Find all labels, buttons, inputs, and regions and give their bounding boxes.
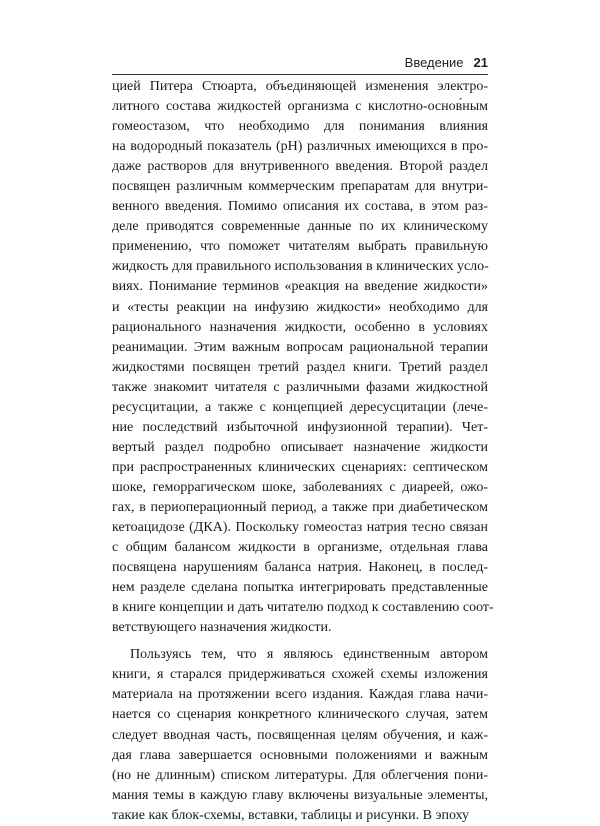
text-line: цией Питера Стюарта, объединяющей изменения электро- — [112, 79, 488, 94]
text-line: реанимации. Этим важным вопросам рациональной терапии — [112, 339, 488, 355]
header-rule — [112, 74, 488, 75]
text-line: жидкость для правильного использования в клинических усло- — [112, 259, 489, 275]
text-line: виях. Понимание терминов «реакция на введение жидкости» — [112, 279, 488, 295]
text-line: (но не длинным) списком литературы. Для облегчения пони- — [112, 767, 488, 783]
text-line: жидкостями посвящен третий раздел книги. Третий раздел — [112, 359, 488, 375]
paragraph-2 — [112, 645, 488, 825]
text-line: ветствующего назначения жидкости. — [112, 620, 332, 636]
text-line: дая глава завершается основными положениями и важным — [112, 747, 488, 763]
text-line: венного введения. Помимо описания их состава, в этом раз- — [112, 199, 488, 215]
text-line: ние последствий избыточной инфузионной терапии). Чет- — [112, 419, 488, 435]
text-line: на водородный показатель (pH) различных имеющихся в про- — [112, 139, 488, 155]
text-line: нается со сценария конкретного клинического случая, затем — [112, 707, 488, 723]
text-line: посвящена нарушениям баланса натрия. Наконец, в послед- — [112, 560, 488, 576]
text-line: рационального назначения жидкости, особенно в условиях — [112, 319, 488, 335]
body-text — [112, 77, 494, 826]
text-line: книги, я старался придерживаться схожей схемы изложения — [112, 667, 488, 683]
text-line: вертый раздел подробно описывает назначение жидкости — [112, 439, 488, 455]
running-header — [405, 55, 488, 70]
text-line: и «тесты реакции на инфузию жидкости» необходимо для — [112, 299, 488, 315]
text-line: такие как блок-схемы, вставки, таблицы и рисунки. В эпоху — [112, 807, 470, 823]
section-title: Введение — [404, 55, 464, 70]
text-line: мания темы в каждую главу включены визуальные элементы, — [112, 787, 488, 803]
text-line: Пользуясь тем, что я являюсь единственным автором — [130, 647, 488, 663]
text-line: при распространенных клинических сценариях: септическом — [112, 459, 488, 475]
text-line: материала на протяжении всего издания. Каждая глава начи- — [112, 687, 488, 703]
text-line: шоке, геморрагическом шоке, заболеваниях с диареей, ожо- — [112, 479, 488, 495]
text-line: с общим балансом жидкости в организме, отдельная глава — [112, 540, 488, 556]
text-line: нем разделе сделана попытка интегрировать представленные — [112, 580, 488, 596]
text-line: литного состава жидкостей организма с кислотно-основ́ным — [112, 99, 488, 115]
page-number: 21 — [473, 55, 488, 70]
text-line: применению, что поможет читателям выбрать правильную — [112, 239, 488, 255]
text-line: даже растворов для внутривенного введения. Второй раздел — [112, 159, 488, 175]
text-line: в книге концепции и дать читателю подход к составлению соот- — [112, 600, 494, 616]
text-line: ресусцитации, а также с концепцией дересусцитации (лече- — [112, 399, 488, 415]
text-line: гах, в периоперационный период, а также при диабетическом — [112, 499, 488, 515]
text-line: также знакомит читателя с различными фазами жидкостной — [112, 379, 488, 395]
paragraph-1 — [112, 77, 494, 638]
text-line: кетоацидозе (ДКА). Поскольку гомеостаз натрия тесно связан — [112, 520, 488, 536]
text-line: гомеостазом, что необходимо для понимания влияния — [112, 119, 488, 135]
text-line: следует вводная часть, посвященная целям обучения, и каж- — [112, 727, 488, 743]
paragraph-spacer — [112, 638, 488, 645]
text-line: деле приводятся современные данные по их клиническому — [112, 219, 488, 235]
text-line: посвящен различным коммерческим препаратам для внутри- — [112, 179, 488, 195]
